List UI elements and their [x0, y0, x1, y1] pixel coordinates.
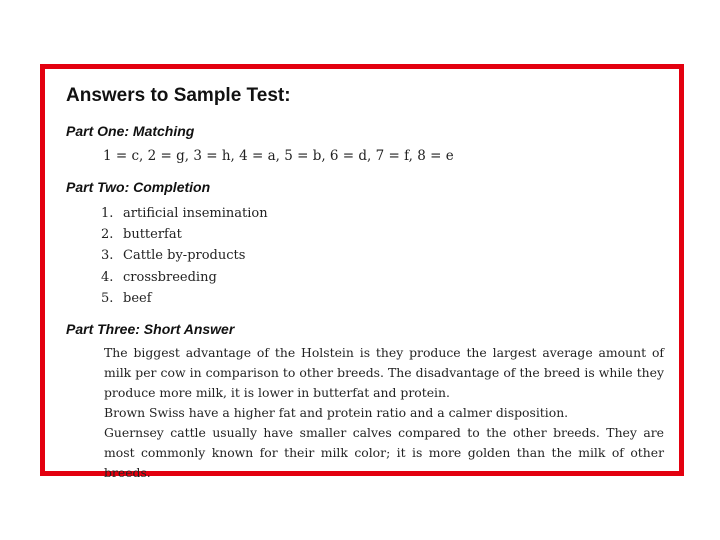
part-three-heading: Part Three: Short Answer — [66, 321, 235, 337]
item-number: 5. — [101, 290, 114, 306]
matching-answers: 1 = c, 2 = g, 3 = h, 4 = a, 5 = b, 6 = d, 7 = f, 8 = e — [103, 148, 454, 164]
part-two-heading: Part Two: Completion — [66, 179, 211, 195]
item-text: artificial insemination — [123, 206, 268, 221]
answer-key-panel — [40, 64, 684, 480]
list-item — [101, 267, 268, 288]
list-item — [101, 245, 268, 266]
completion-list — [101, 203, 268, 309]
item-text: butterfat — [123, 227, 182, 243]
item-number: 3. — [101, 248, 114, 264]
answer-paragraph-guernsey: Guernsey cattle usually have smaller calves compared to the other breeds. They are most commonly known for their milk color; it is more golden than the milk of other breeds. — [104, 425, 664, 480]
answer-paragraph-brown-swiss: Brown Swiss have a higher fat and protein ratio and a calmer disposition. — [104, 405, 569, 420]
item-text: beef — [123, 290, 152, 306]
answer-paragraph-holstein: The biggest advantage of the Holstein is they produce the largest average amount of milk per cow in comparison to other breeds. The disadvantage of the breed is while they produce more milk, it is lower in butterfat and protein. — [104, 345, 664, 400]
item-number: 4. — [101, 269, 114, 285]
item-number: 1. — [101, 206, 114, 221]
list-item — [101, 224, 268, 245]
item-number: 2. — [101, 227, 114, 243]
page-title: Answers to Sample Test: — [66, 85, 291, 106]
item-text: crossbreeding — [123, 269, 217, 285]
part-one-heading: Part One: Matching — [66, 123, 195, 139]
list-item — [101, 203, 268, 224]
short-answer-block — [104, 343, 664, 483]
list-item — [101, 288, 268, 309]
item-text: Cattle by-products — [123, 248, 246, 264]
